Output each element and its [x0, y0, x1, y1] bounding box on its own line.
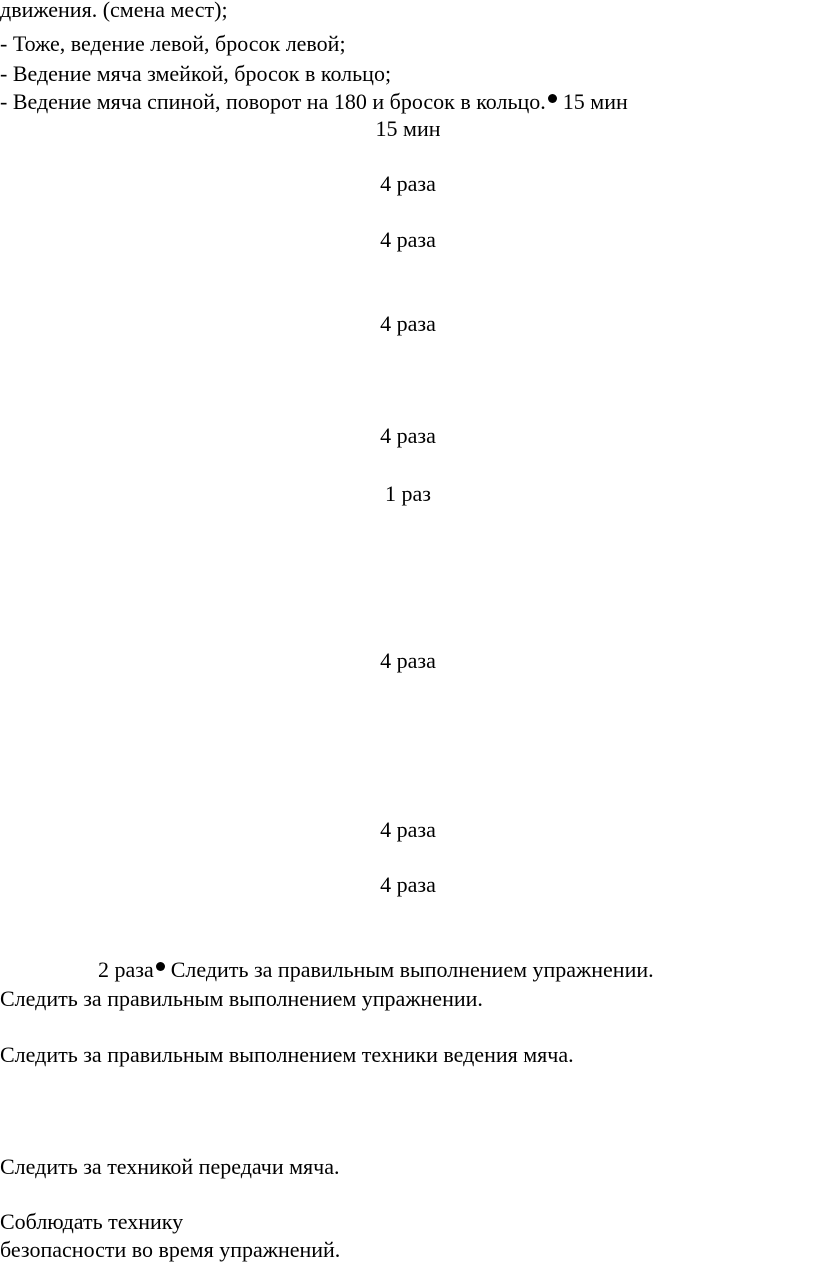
dosage-3: 4 раза — [380, 311, 436, 336]
dosage-5: 1 раз — [385, 481, 431, 506]
note-6: безопасности во время упражнений. — [0, 1237, 341, 1262]
dosage-last-line — [98, 956, 654, 984]
dosage-6: 4 раза — [380, 648, 436, 673]
exercise-line-1: движения. (смена мест); — [0, 0, 228, 22]
note-2: Следить за правильным выполнением упражнении. — [0, 986, 483, 1011]
note-5: Соблюдать технику — [0, 1209, 184, 1234]
note-3: Следить за правильным выполнением техники ведения мяча. — [0, 1042, 574, 1067]
bullet-icon — [548, 94, 557, 103]
note-1: Следить за правильным выполнением упражнении. — [170, 957, 654, 982]
dosage-1: 4 раза — [380, 171, 436, 196]
exercise-line-2: - Тоже, ведение левой, бросок левой; — [0, 31, 346, 56]
exercise-line-3: - Ведение мяча змейкой, бросок в кольцо; — [0, 61, 392, 86]
dosage-8: 4 раза — [380, 872, 436, 897]
bullet-icon — [156, 962, 165, 971]
exercise-line-4-text: - Ведение мяча спиной, поворот на 180 и бросок в кольцо. — [0, 89, 546, 114]
dosage-7: 4 раза — [380, 817, 436, 842]
dosage-2: 4 раза — [380, 227, 436, 252]
dosage-4: 4 раза — [380, 423, 436, 448]
time-center: 15 мин — [375, 116, 441, 141]
note-4: Следить за техникой передачи мяча. — [0, 1154, 340, 1179]
time-inline: 15 мин — [562, 89, 628, 114]
exercise-line-4 — [0, 88, 628, 116]
dosage-last: 2 раза — [98, 957, 154, 982]
